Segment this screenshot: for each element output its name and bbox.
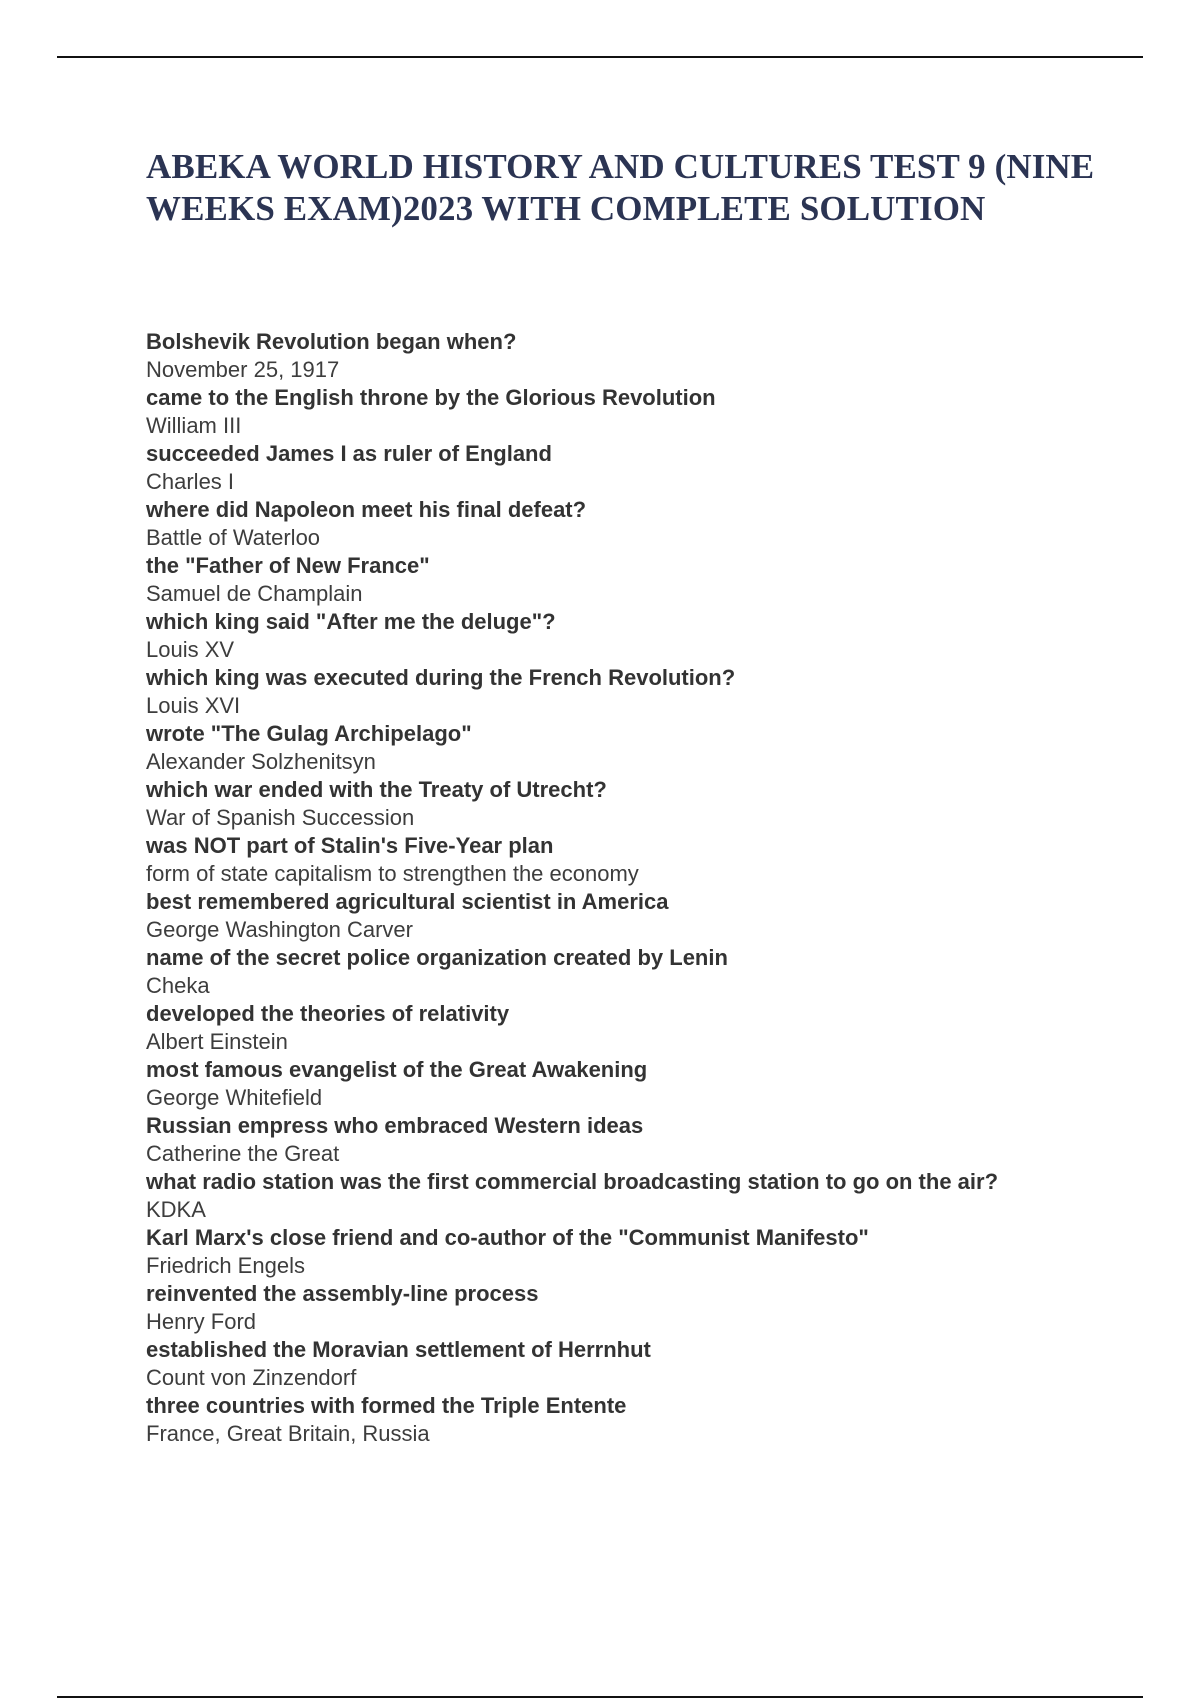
question-text: reinvented the assembly-line process [146,1281,539,1306]
qa-item [146,1112,1146,1168]
top-rule [57,56,1143,58]
qa-item [146,1000,1146,1056]
question-text: which king said "After me the deluge"? [146,609,556,634]
question-text: what radio station was the first commercial broadcasting station to go on the air? [146,1169,999,1194]
qa-item [146,720,1146,776]
answer-text: Henry Ford [146,1309,257,1334]
qa-item [146,608,1146,664]
question-text: established the Moravian settlement of Herrnhut [146,1337,651,1362]
answer-text: KDKA [146,1197,206,1222]
qa-item [146,440,1146,496]
question-text: succeeded James I as ruler of England [146,441,552,466]
answer-text: Louis XVI [146,693,241,718]
answer-text: Friedrich Engels [146,1253,305,1278]
qa-item [146,888,1146,944]
question-text: came to the English throne by the Glorious Revolution [146,385,716,410]
answer-text: Louis XV [146,637,235,662]
question-text: name of the secret police organization created by Lenin [146,945,728,970]
answer-text: Albert Einstein [146,1029,288,1054]
answer-text: Cheka [146,973,210,998]
qa-item [146,1280,1146,1336]
answer-text: George Whitefield [146,1085,323,1110]
qa-list [146,328,1146,1448]
question-text: developed the theories of relativity [146,1001,510,1026]
answer-text: George Washington Carver [146,917,413,942]
question-text: Karl Marx's close friend and co-author of the "Communist Manifesto" [146,1225,869,1250]
question-text: where did Napoleon meet his final defeat? [146,497,587,522]
qa-item [146,1336,1146,1392]
question-text: wrote "The Gulag Archipelago" [146,721,472,746]
question-text: which war ended with the Treaty of Utrecht? [146,777,607,802]
question-text: best remembered agricultural scientist in America [146,889,669,914]
qa-item [146,328,1146,384]
question-text: which king was executed during the French Revolution? [146,665,736,690]
qa-item [146,944,1146,1000]
answer-text: November 25, 1917 [146,357,340,382]
answer-text: Samuel de Champlain [146,581,363,606]
qa-item [146,776,1146,832]
question-text: was NOT part of Stalin's Five-Year plan [146,833,554,858]
question-text: Russian empress who embraced Western ideas [146,1113,644,1138]
qa-item [146,832,1146,888]
qa-item [146,1056,1146,1112]
qa-item [146,384,1146,440]
answer-text: Catherine the Great [146,1141,340,1166]
answer-text: War of Spanish Succession [146,805,415,830]
qa-item [146,664,1146,720]
document-title: ABEKA WORLD HISTORY AND CULTURES TEST 9 (NINE WEEKS EXAM)2023 WITH COMPLETE SOLUTION [146,147,1095,228]
bottom-rule [57,1696,1143,1698]
question-text: most famous evangelist of the Great Awakening [146,1057,648,1082]
qa-item [146,1168,1146,1224]
answer-text: Charles I [146,469,235,494]
question-text: three countries with formed the Triple Entente [146,1393,627,1418]
answer-text: form of state capitalism to strengthen the economy [146,861,639,886]
question-text: the "Father of New France" [146,553,430,578]
answer-text: France, Great Britain, Russia [146,1421,430,1446]
question-text: Bolshevik Revolution began when? [146,329,517,354]
answer-text: Alexander Solzhenitsyn [146,749,376,774]
answer-text: William III [146,413,242,438]
qa-item [146,1224,1146,1280]
qa-item [146,1392,1146,1448]
qa-item [146,496,1146,552]
answer-text: Count von Zinzendorf [146,1365,357,1390]
qa-item [146,552,1146,608]
answer-text: Battle of Waterloo [146,525,321,550]
